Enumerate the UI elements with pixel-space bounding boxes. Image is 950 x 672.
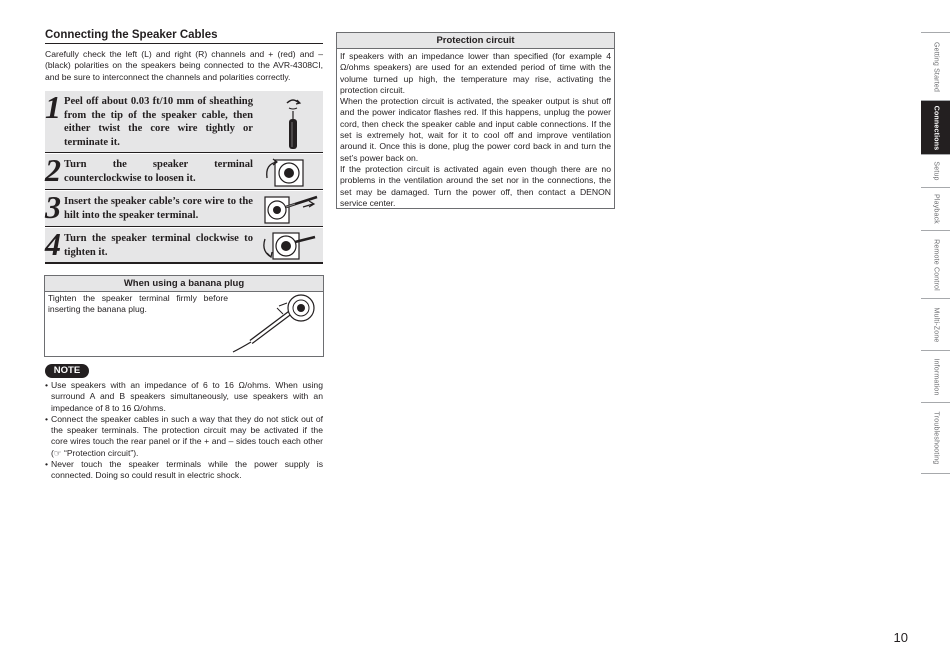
step-2 xyxy=(45,153,323,190)
tab-multi-zone[interactable]: Multi-Zone xyxy=(921,298,950,350)
step-4 xyxy=(45,227,323,263)
protection-paragraph: If speakers with an impedance lower than specified (for example 4 Ω/ohms speakers) are used for an extended period of time with the volume turned up high, the temperature may rise, activating the protection circuit. xyxy=(340,51,611,95)
step-text: Peel off about 0.03 ft/10 mm of sheathing from the tip of the speaker cable, then either twist the core wire tightly or terminate it. xyxy=(64,96,253,148)
note-item: • Use speakers with an impedance of 6 to 16 Ω/ohms. When using surround A and B speakers simultaneously, use speakers with an impedance of 8 to 16 Ω/ohms. xyxy=(45,380,323,414)
section-tabs xyxy=(921,32,950,473)
step-text: Turn the speaker terminal clockwise to tighten it. xyxy=(64,233,253,258)
note-item: • Connect the speaker cables in such a way that they do not stick out of the speaker terminals. The protection circuit may be activated if the core wires touch the rear panel or if the + and – sides touch each other (☞ “Protection circuit”). xyxy=(45,414,323,459)
step-number: 2 xyxy=(45,152,61,188)
tab-getting-started[interactable]: Getting Started xyxy=(921,32,950,100)
tab-troubleshooting[interactable]: Troubleshooting xyxy=(921,402,950,473)
banana-plug-heading: When using a banana plug xyxy=(45,276,323,292)
terminal-loosen-illustration xyxy=(263,156,319,188)
step-number: 3 xyxy=(45,189,61,225)
protection-circuit-box xyxy=(336,32,615,209)
step-text: Turn the speaker terminal counterclockwise to loosen it. xyxy=(64,159,253,184)
step-1 xyxy=(45,90,323,153)
step-number: 1 xyxy=(45,89,61,125)
note-item: • Never touch the speaker terminals while the power supply is connected. Doing so could result in electric shock. xyxy=(45,459,323,482)
intro-paragraph: Carefully check the left (L) and right (R) channels and + (red) and – (black) polarities on the speakers being connected to the AVR-4308CI, and be sure to interconnect the channels and polarities correctly. xyxy=(45,49,323,82)
banana-plug-box xyxy=(44,275,324,357)
tab-connections[interactable]: Connections xyxy=(921,100,950,154)
protection-paragraph: If the protection circuit is activated again even though there are no problems in the ventilation around the set nor in the connections, the set may be damaged. Turn the power off, then contact a DENON service center. xyxy=(340,163,611,208)
protection-paragraph: When the protection circuit is activated, the speaker output is shut off and the power indicator flashes red. If this happens, unplug the power cord, then check the speaker cable and input cable connections. If the set is extremely hot, wait for it to cool off and improve ventilation around it. Once this is done, plug the power cord back in and turn the set’s power back on. xyxy=(340,96,611,163)
section-title: Connecting the Speaker Cables xyxy=(45,28,323,44)
tab-remote-control[interactable]: Remote Control xyxy=(921,230,950,298)
note-badge: NOTE xyxy=(45,364,89,378)
note-list xyxy=(45,380,323,482)
page-number: 10 xyxy=(893,630,908,645)
step-number: 4 xyxy=(45,226,61,262)
tab-setup[interactable]: Setup xyxy=(921,154,950,187)
terminal-tighten-illustration xyxy=(259,229,319,261)
tab-information[interactable]: Information xyxy=(921,350,950,402)
step-3 xyxy=(45,190,323,227)
cable-strip-illustration xyxy=(273,95,313,151)
step-text: Insert the speaker cable’s core wire to the hilt into the speaker terminal. xyxy=(64,196,253,221)
tab-playback[interactable]: Playback xyxy=(921,187,950,230)
wire-insert-illustration xyxy=(259,193,321,225)
banana-plug-text: Tighten the speaker terminal firmly before inserting the banana plug. xyxy=(48,293,228,315)
banana-plug-illustration xyxy=(231,294,321,354)
protection-circuit-heading: Protection circuit xyxy=(337,33,614,49)
